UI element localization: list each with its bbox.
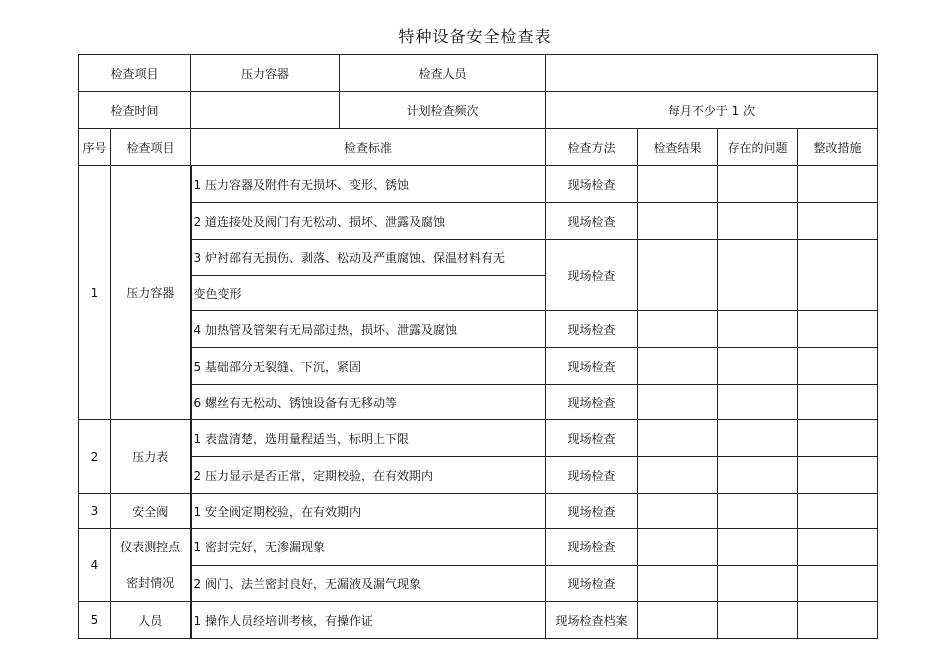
col-header-problem: 存在的问题 [718,129,798,166]
table-row [79,240,878,276]
method-cell: 现场检查 [546,494,638,529]
problem-cell[interactable] [718,457,798,494]
standard-cell: 6 螺丝有无松动、锈蚀设备有无移动等 [191,385,546,420]
inspector-label: 检查人员 [340,55,546,92]
problem-cell[interactable] [718,385,798,420]
col-header-rectification: 整改措施 [798,129,878,166]
col-header-method: 检查方法 [546,129,638,166]
inspection-table [78,54,878,639]
freq-value: 每月不少于 1 次 [546,92,878,129]
table-row [79,166,878,203]
group-no: 5 [79,602,111,639]
result-cell[interactable] [638,529,718,566]
table-row [79,529,878,566]
header-row [79,129,878,166]
rectification-cell[interactable] [798,457,878,494]
freq-label: 计划检查频次 [340,92,546,129]
method-cell: 现场检查 [546,457,638,494]
group-item-line-2: 密封情况 [126,576,175,590]
problem-cell[interactable] [718,494,798,529]
rectification-cell[interactable] [798,420,878,457]
problem-cell[interactable] [718,529,798,566]
page-title: 特种设备安全检查表 [398,27,552,46]
group-no: 3 [79,494,111,529]
info-row-1 [79,55,878,92]
method-cell: 现场检查 [546,240,638,311]
group-item: 人员 [111,602,191,639]
item-label: 检查项目 [79,55,191,92]
standard-cell: 5 基础部分无裂缝、下沉，紧固 [191,348,546,385]
problem-cell[interactable] [718,166,798,203]
standard-cell: 2 阀门、法兰密封良好，无漏液及漏气现象 [191,565,546,602]
info-row-2 [79,92,878,129]
problem-cell[interactable] [718,348,798,385]
result-cell[interactable] [638,385,718,420]
standard-cell-continued: 变色变形 [191,276,546,311]
result-cell[interactable] [638,494,718,529]
result-cell[interactable] [638,565,718,602]
result-cell[interactable] [638,203,718,240]
rectification-cell[interactable] [798,203,878,240]
result-cell[interactable] [638,348,718,385]
group-no: 1 [79,166,111,420]
table-row [79,203,878,240]
rectification-cell[interactable] [798,240,878,311]
table-row [79,311,878,348]
table-row [79,565,878,602]
group-item: 安全阀 [111,494,191,529]
col-header-item: 检查项目 [111,129,191,166]
standard-cell: 3 炉衬部有无损伤、剥落、松动及严重腐蚀、保温材料有无 [191,240,546,276]
result-cell[interactable] [638,457,718,494]
standard-cell: 1 安全阀定期校验，在有效期内 [191,494,546,529]
method-cell: 现场检查 [546,529,638,566]
standard-cell: 2 压力显示是否正常，定期校验，在有效期内 [191,457,546,494]
rectification-cell[interactable] [798,385,878,420]
problem-cell[interactable] [718,240,798,311]
table-row [79,420,878,457]
col-header-result: 检查结果 [638,129,718,166]
problem-cell[interactable] [718,311,798,348]
problem-cell[interactable] [718,565,798,602]
method-cell: 现场检查 [546,311,638,348]
standard-cell: 1 表盘清楚，选用量程适当，标明上下限 [191,420,546,457]
result-cell[interactable] [638,166,718,203]
rectification-cell[interactable] [798,348,878,385]
item-value: 压力容器 [191,55,340,92]
method-cell: 现场检查 [546,203,638,240]
standard-cell: 4 加热管及管架有无局部过热，损坏、泄露及腐蚀 [191,311,546,348]
table-row [79,494,878,529]
group-item [111,529,191,602]
standard-cell: 1 操作人员经培训考核，有操作证 [191,602,546,639]
col-header-standard: 检查标准 [191,129,546,166]
inspector-value[interactable] [546,55,878,92]
result-cell[interactable] [638,602,718,639]
standard-cell: 1 压力容器及附件有无损坏、变形、锈蚀 [191,166,546,203]
method-cell: 现场检查 [546,385,638,420]
table-row [79,602,878,639]
table-row [79,385,878,420]
group-item-line-1: 仪表测控点 [120,540,181,554]
standard-cell: 2 道连接处及阀门有无松动、损坏、泄露及腐蚀 [191,203,546,240]
group-no: 2 [79,420,111,494]
standard-cell: 1 密封完好，无渗漏现象 [191,529,546,566]
time-value[interactable] [191,92,340,129]
result-cell[interactable] [638,240,718,311]
result-cell[interactable] [638,420,718,457]
group-item: 压力容器 [111,166,191,420]
method-cell: 现场检查 [546,166,638,203]
table-row [79,348,878,385]
method-cell: 现场检查 [546,565,638,602]
rectification-cell[interactable] [798,494,878,529]
rectification-cell[interactable] [798,602,878,639]
method-cell: 现场检查档案 [546,602,638,639]
rectification-cell[interactable] [798,565,878,602]
problem-cell[interactable] [718,203,798,240]
method-cell: 现场检查 [546,348,638,385]
col-header-no: 序号 [79,129,111,166]
time-label: 检查时间 [79,92,191,129]
group-item: 压力表 [111,420,191,494]
group-no: 4 [79,529,111,602]
table-row [79,457,878,494]
method-cell: 现场检查 [546,420,638,457]
rectification-cell[interactable] [798,311,878,348]
result-cell[interactable] [638,311,718,348]
problem-cell[interactable] [718,602,798,639]
problem-cell[interactable] [718,420,798,457]
rectification-cell[interactable] [798,529,878,566]
rectification-cell[interactable] [798,166,878,203]
